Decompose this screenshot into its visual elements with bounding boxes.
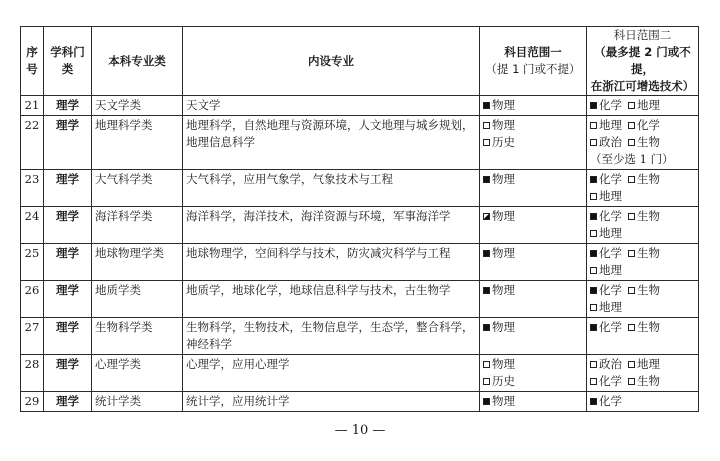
row-seq: 26 <box>21 281 44 318</box>
row-range1 <box>480 116 587 170</box>
empty-box-icon <box>628 287 635 294</box>
checked-box-icon <box>590 287 597 294</box>
subject-option <box>483 394 515 408</box>
empty-box-icon <box>590 139 597 146</box>
row-majors: 心理学，应用心理学 <box>183 355 480 392</box>
subject-option <box>628 357 660 371</box>
subject-option <box>590 118 622 132</box>
row-seq: 25 <box>21 244 44 281</box>
partial-box-icon <box>483 213 490 220</box>
subject-option <box>483 320 515 334</box>
row-category: 大气科学类 <box>92 170 183 207</box>
row-seq: 28 <box>21 355 44 392</box>
subject-option-label: 化学 <box>637 118 660 132</box>
subject-option <box>628 172 660 186</box>
header-majors: 内设专业 <box>183 27 480 96</box>
header-range1-line: （提 1 门或不提） <box>485 62 581 76</box>
checked-box-icon <box>590 398 597 405</box>
header-range2-line: 科日范围二 <box>613 28 672 42</box>
subject-option <box>628 320 660 334</box>
subject-option-label: 生物 <box>637 283 660 297</box>
subject-option <box>483 98 515 112</box>
row-majors: 海洋科学，海洋技术，海洋资源与环境，军事海洋学 <box>183 207 480 244</box>
range1-line <box>483 245 583 262</box>
subject-option-label: 生物 <box>637 246 660 260</box>
header-range2-line: （最多提 2 门或不提， <box>594 45 691 76</box>
header-seq: 序号 <box>21 27 44 96</box>
subject-option-label: 地理 <box>599 300 622 314</box>
row-range1 <box>480 207 587 244</box>
empty-box-icon <box>628 378 635 385</box>
empty-box-icon <box>628 213 635 220</box>
subject-option-label: 政治 <box>599 357 622 371</box>
empty-box-icon <box>628 361 635 368</box>
row-range1 <box>480 170 587 207</box>
row-category: 地质学类 <box>92 281 183 318</box>
empty-box-icon <box>483 122 490 129</box>
table-row <box>21 170 699 207</box>
subject-option <box>483 357 515 371</box>
row-range2 <box>587 244 699 281</box>
row-majors: 地质学，地球化学，地球信息科学与技术，古生物学 <box>183 281 480 318</box>
table-row <box>21 244 699 281</box>
subject-option-label: 物理 <box>492 209 515 223</box>
subject-option <box>590 300 622 314</box>
empty-box-icon <box>590 122 597 129</box>
empty-box-icon <box>628 139 635 146</box>
subject-option-label: 物理 <box>492 283 515 297</box>
range2-line <box>590 262 695 279</box>
empty-box-icon <box>628 122 635 129</box>
empty-box-icon <box>628 250 635 257</box>
subject-option <box>628 98 660 112</box>
table-row <box>21 355 699 392</box>
row-majors: 大气科学，应用气象学，气象技术与工程 <box>183 170 480 207</box>
subject-option-label: 物理 <box>492 118 515 132</box>
subject-option-label: 化学 <box>599 172 622 186</box>
subject-option-label: 化学 <box>599 283 622 297</box>
row-range1 <box>480 281 587 318</box>
checked-box-icon <box>590 250 597 257</box>
subject-option <box>483 135 515 149</box>
range2-line <box>590 299 695 316</box>
subject-option-label: 历史 <box>492 374 515 388</box>
subject-option <box>483 118 515 132</box>
range2-line <box>590 373 695 390</box>
range2-line <box>590 319 695 336</box>
row-range1 <box>480 392 587 412</box>
range1-line <box>483 319 583 336</box>
subject-option-label: 物理 <box>492 246 515 260</box>
subject-option <box>483 209 515 223</box>
subject-option <box>628 118 660 132</box>
subject-option <box>590 226 622 240</box>
subject-option <box>590 357 622 371</box>
row-range2 <box>587 207 699 244</box>
header-category: 本科专业类 <box>92 27 183 96</box>
row-seq: 27 <box>21 318 44 355</box>
row-category: 心理学类 <box>92 355 183 392</box>
row-category: 地理科学类 <box>92 116 183 170</box>
row-discipline: 理学 <box>44 318 92 355</box>
checked-box-icon <box>483 287 490 294</box>
subject-option <box>483 374 515 388</box>
checked-box-icon <box>483 102 490 109</box>
range2-line <box>590 171 695 188</box>
range1-line <box>483 208 583 225</box>
row-range2 <box>587 170 699 207</box>
subject-option-label: 生物 <box>637 320 660 334</box>
subject-option-label: 物理 <box>492 394 515 408</box>
subject-option <box>628 209 660 223</box>
row-seq: 23 <box>21 170 44 207</box>
subject-option-label: 物理 <box>492 320 515 334</box>
checked-box-icon <box>590 176 597 183</box>
row-range2 <box>587 116 699 170</box>
header-range1-line: 科目范围一 <box>504 45 562 59</box>
row-discipline: 理学 <box>44 170 92 207</box>
subject-option <box>628 246 660 260</box>
range1-line <box>483 171 583 188</box>
row-discipline: 理学 <box>44 244 92 281</box>
subject-option-label: 物理 <box>492 98 515 112</box>
checked-box-icon <box>483 398 490 405</box>
subject-option-label: 地理 <box>599 226 622 240</box>
checked-box-icon <box>483 250 490 257</box>
empty-box-icon <box>628 176 635 183</box>
range1-line <box>483 393 583 410</box>
row-discipline: 理学 <box>44 355 92 392</box>
range1-line <box>483 373 583 390</box>
subject-option-label: 政治 <box>599 135 622 149</box>
page-number: — 10 — <box>334 423 386 438</box>
row-seq: 24 <box>21 207 44 244</box>
checked-box-icon <box>590 324 597 331</box>
subject-option-label: 化学 <box>599 98 622 112</box>
checked-box-icon <box>590 213 597 220</box>
header-range2-line: 在浙江可增选技术） <box>590 79 695 93</box>
row-discipline: 理学 <box>44 116 92 170</box>
range1-line <box>483 134 583 151</box>
row-category: 统计学类 <box>92 392 183 412</box>
row-range2 <box>587 392 699 412</box>
row-majors: 地球物理学，空间科学与技术，防灾减灾科学与工程 <box>183 244 480 281</box>
row-majors: 地理科学，自然地理与资源环境，人文地理与城乡规划，地理信息科学 <box>183 116 480 170</box>
row-majors: 生物科学，生物技术，生物信息学，生态学，整合科学，神经科学 <box>183 318 480 355</box>
row-discipline: 理学 <box>44 281 92 318</box>
subject-option-label: 物理 <box>492 357 515 371</box>
empty-box-icon <box>590 267 597 274</box>
row-range2 <box>587 355 699 392</box>
row-category: 生物科学类 <box>92 318 183 355</box>
table-row <box>21 318 699 355</box>
subject-option <box>628 283 660 297</box>
empty-box-icon <box>590 378 597 385</box>
empty-box-icon <box>590 304 597 311</box>
subject-option <box>590 394 622 408</box>
subject-option-label: 生物 <box>637 374 660 388</box>
subject-option-label: 化学 <box>599 394 622 408</box>
header-range1 <box>480 27 587 96</box>
subject-option <box>590 209 622 223</box>
empty-box-icon <box>483 378 490 385</box>
row-discipline: 理学 <box>44 207 92 244</box>
subject-option-label: 地理 <box>637 98 660 112</box>
subject-option-label: 化学 <box>599 374 622 388</box>
empty-box-icon <box>628 324 635 331</box>
row-range2 <box>587 96 699 116</box>
subject-option-label: 地理 <box>637 357 660 371</box>
subject-option-label: 化学 <box>599 246 622 260</box>
range2-line <box>590 245 695 262</box>
range2-line <box>590 188 695 205</box>
range2-line <box>590 208 695 225</box>
range2-line <box>590 356 695 373</box>
empty-box-icon <box>483 361 490 368</box>
row-seq: 21 <box>21 96 44 116</box>
subject-option-label: 生物 <box>637 209 660 223</box>
empty-box-icon <box>590 361 597 368</box>
table-row <box>21 207 699 244</box>
header-range2 <box>587 27 699 96</box>
subject-option <box>590 283 622 297</box>
row-range1 <box>480 244 587 281</box>
row-discipline: 理学 <box>44 392 92 412</box>
table-row <box>21 116 699 170</box>
row-category: 地球物理学类 <box>92 244 183 281</box>
subject-option <box>628 374 660 388</box>
row-range1 <box>480 96 587 116</box>
range2-line <box>590 117 695 134</box>
subject-option <box>590 374 622 388</box>
row-category: 天文学类 <box>92 96 183 116</box>
subject-option-label: 生物 <box>637 172 660 186</box>
empty-box-icon <box>590 193 597 200</box>
subject-option-label: 物理 <box>492 172 515 186</box>
range1-line <box>483 282 583 299</box>
subject-option <box>590 172 622 186</box>
row-range1 <box>480 355 587 392</box>
subject-option-label: 地理 <box>599 118 622 132</box>
checked-box-icon <box>483 176 490 183</box>
row-range2 <box>587 318 699 355</box>
range2-line <box>590 225 695 242</box>
subject-option <box>590 320 622 334</box>
subject-option-label: 生物 <box>637 135 660 149</box>
range2-note: （至少选 1 门） <box>590 152 674 166</box>
subject-option-label: 地理 <box>599 189 622 203</box>
empty-box-icon <box>483 139 490 146</box>
table-row <box>21 392 699 412</box>
subject-option <box>590 189 622 203</box>
subject-option <box>483 172 515 186</box>
subject-option <box>483 246 515 260</box>
row-majors: 天文学 <box>183 96 480 116</box>
range1-line <box>483 97 583 114</box>
header-discipline: 学科门类 <box>44 27 92 96</box>
row-range2 <box>587 281 699 318</box>
subject-option <box>628 135 660 149</box>
subject-option-label: 历史 <box>492 135 515 149</box>
range1-line <box>483 117 583 134</box>
empty-box-icon <box>628 102 635 109</box>
checked-box-icon <box>483 324 490 331</box>
table-row <box>21 281 699 318</box>
range2-line <box>590 97 695 114</box>
subject-option <box>483 283 515 297</box>
range2-line <box>590 282 695 299</box>
range2-line <box>590 134 695 151</box>
subject-option <box>590 98 622 112</box>
checked-box-icon <box>590 102 597 109</box>
range2-line <box>590 393 695 410</box>
subject-option-label: 地理 <box>599 263 622 277</box>
subject-option <box>590 246 622 260</box>
subject-option <box>590 135 622 149</box>
row-category: 海洋科学类 <box>92 207 183 244</box>
row-seq: 22 <box>21 116 44 170</box>
range1-line <box>483 356 583 373</box>
row-discipline: 理学 <box>44 96 92 116</box>
empty-box-icon <box>590 230 597 237</box>
subject-option <box>590 263 622 277</box>
row-seq: 29 <box>21 392 44 412</box>
subject-option-label: 化学 <box>599 209 622 223</box>
subject-option-label: 化学 <box>599 320 622 334</box>
table-header-row <box>21 27 699 96</box>
subject-requirements-table <box>20 26 699 412</box>
row-range1 <box>480 318 587 355</box>
table-row <box>21 96 699 116</box>
row-majors: 统计学，应用统计学 <box>183 392 480 412</box>
